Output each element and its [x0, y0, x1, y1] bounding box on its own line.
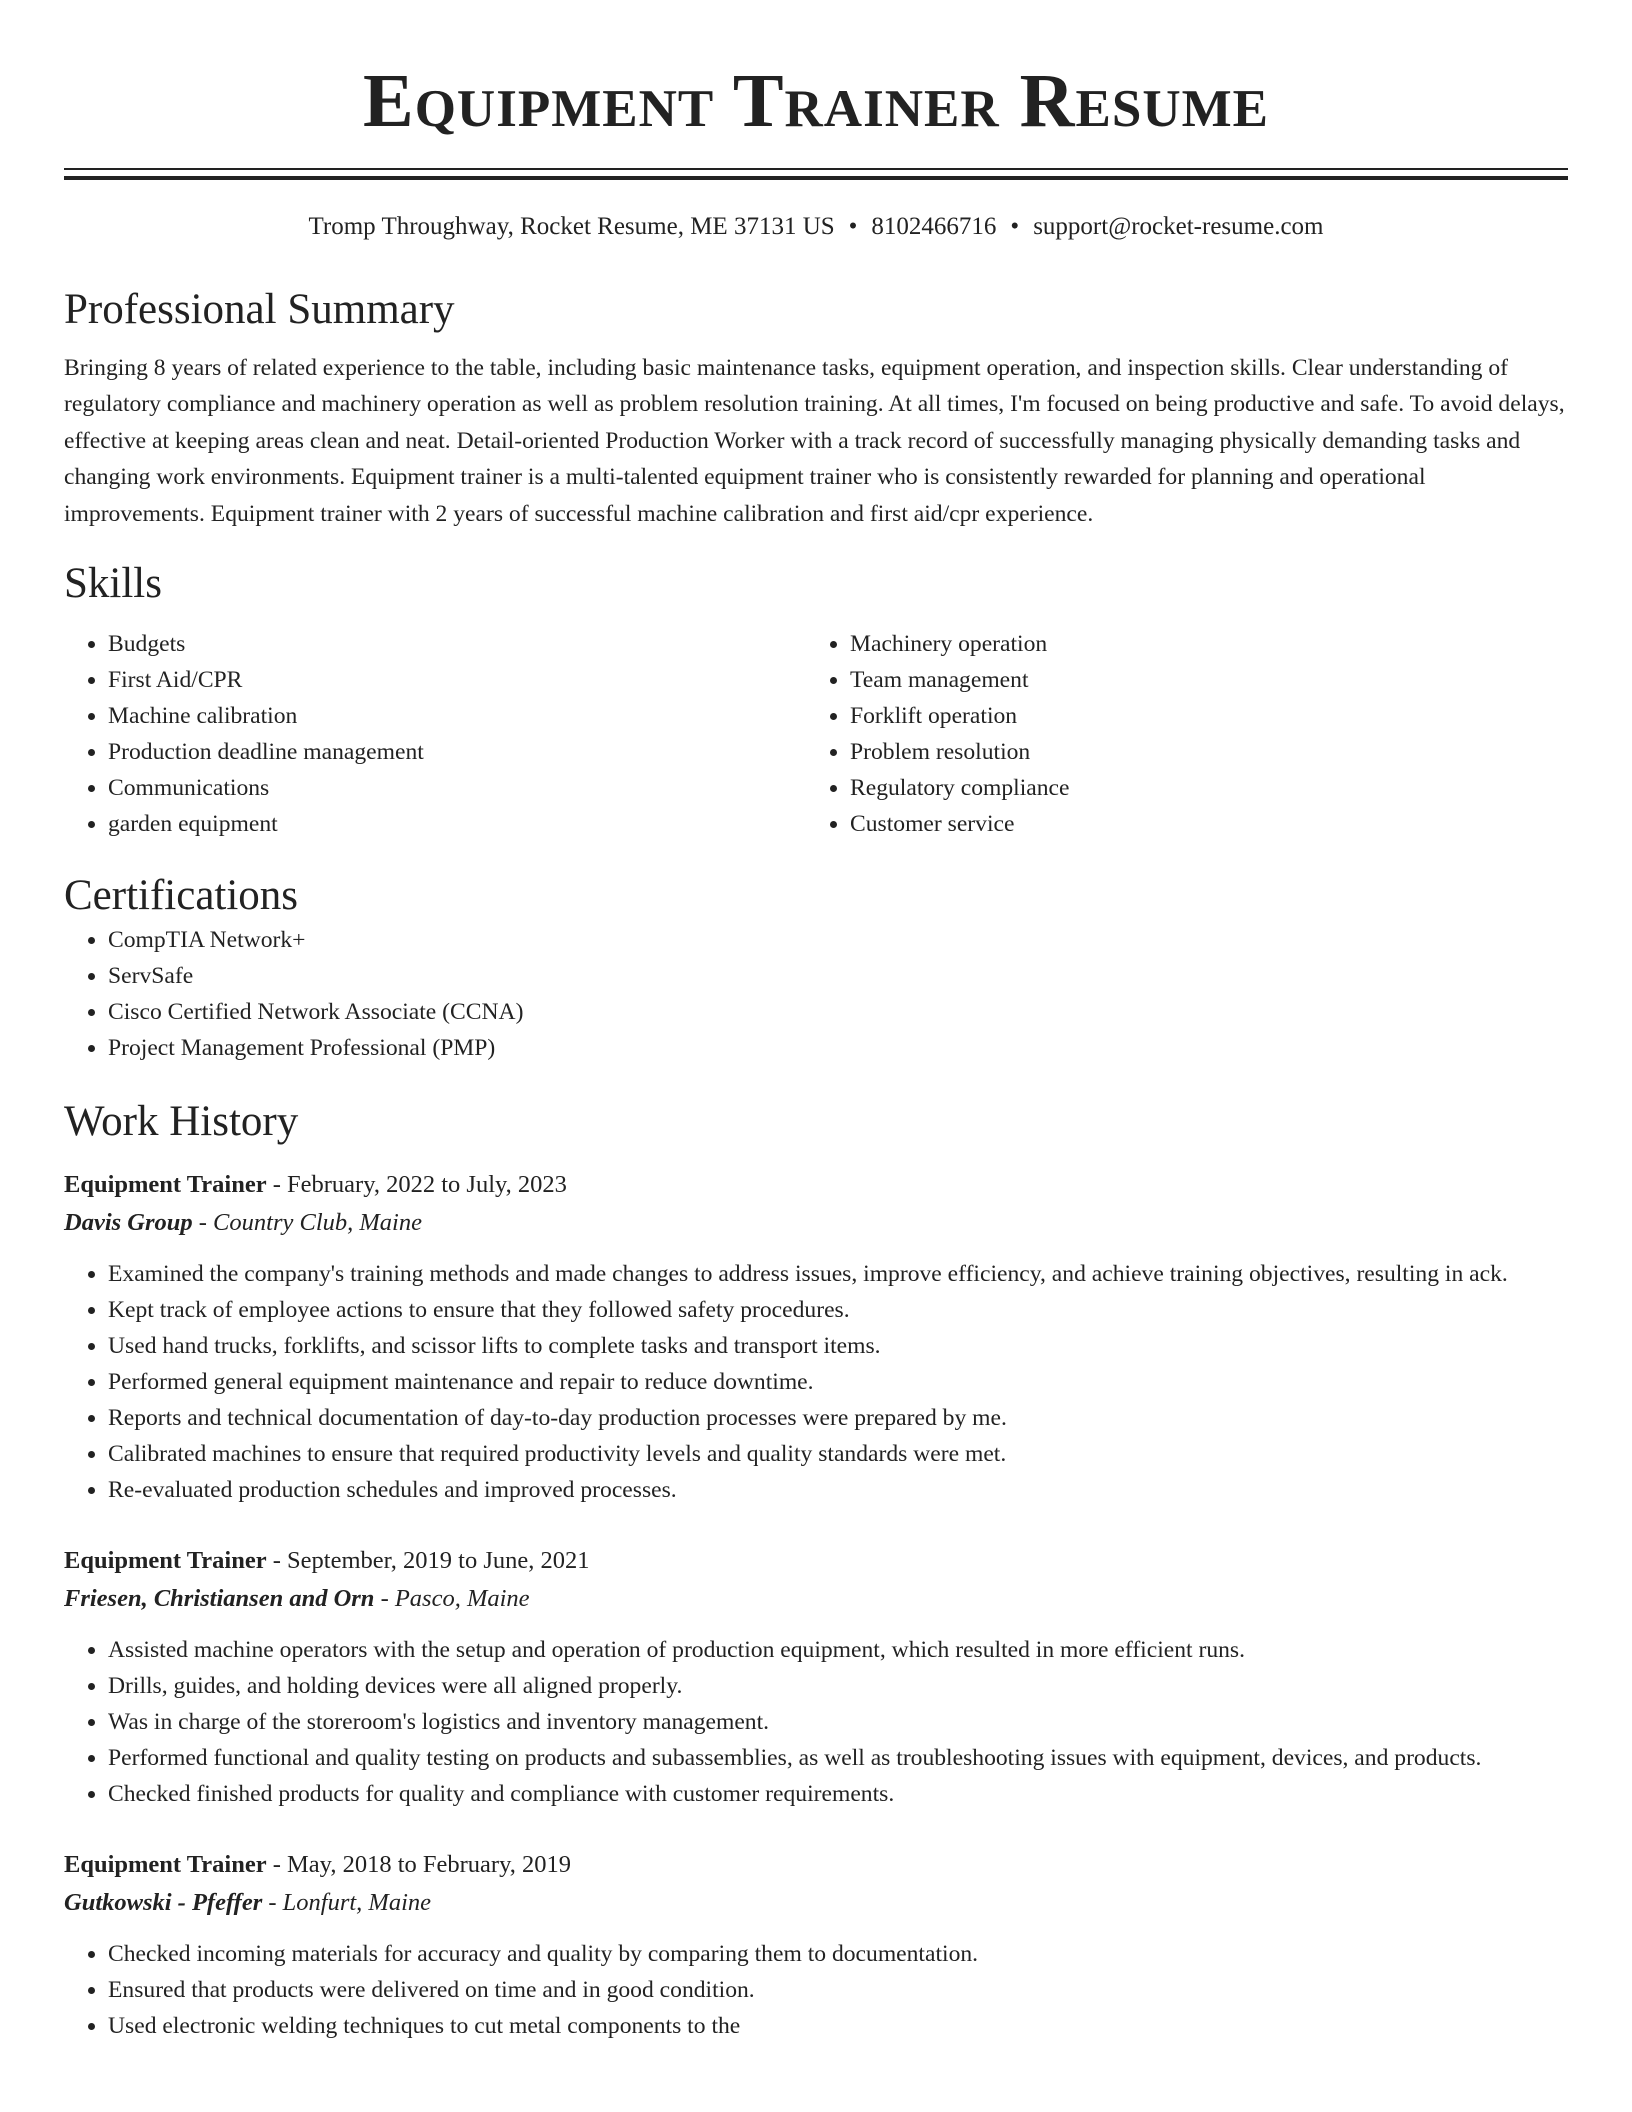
summary-heading: Professional Summary [64, 286, 455, 333]
job-bullet: • Performed general equipment maintenance and repair to reduce downtime. [108, 1364, 1568, 1400]
job-bullet: • Used hand trucks, forklifts, and scissor lifts to complete tasks and transport items. [108, 1328, 1568, 1364]
contact-address: Tromp Throughway, Rocket Resume, ME 37131 US [308, 213, 835, 240]
skill-item: • First Aid/CPR [108, 662, 806, 698]
skills-heading: Skills [64, 560, 162, 608]
job-dates: - February, 2022 to July, 2023 [266, 1171, 567, 1199]
skills-grid [64, 626, 1568, 842]
job-entry [64, 1166, 1568, 1508]
skill-item: • Communications [108, 770, 806, 806]
contact-separator: • [848, 213, 858, 240]
skill-item: • Regulatory compliance [850, 770, 1548, 806]
contact-email[interactable]: support@rocket-resume.com [1033, 213, 1324, 240]
skill-item: • Machine calibration [108, 698, 806, 734]
title-rule-thick [64, 176, 1568, 180]
job-bullet: • Ensured that products were delivered on time and in good condition. [108, 1972, 1568, 2008]
skills-list-right [806, 626, 1548, 842]
work-history-heading: Work History [64, 1098, 299, 1146]
job-role: Equipment Trainer [64, 1547, 267, 1575]
skill-item: • Machinery operation [850, 626, 1548, 662]
job-bullet: • Examined the company's training methods and made changes to address issues, improve efficiency, and achieve training objectives, resulting in ack. [108, 1256, 1568, 1292]
skills-column-left [64, 626, 806, 842]
job-bullets [64, 1256, 1568, 1508]
job-title-line [64, 1542, 1568, 1580]
job-company: Friesen, Christiansen and Orn [64, 1585, 375, 1613]
job-company: Davis Group [64, 1209, 193, 1237]
certification-item: • Cisco Certified Network Associate (CCNA) [108, 994, 1568, 1030]
contact-separator: • [1010, 213, 1020, 240]
job-entry [64, 1846, 1568, 2044]
job-company-line [64, 1884, 1568, 1922]
certification-item: • Project Management Professional (PMP) [108, 1030, 1568, 1066]
job-role: Equipment Trainer [64, 1171, 267, 1199]
skills-list-left [64, 626, 806, 842]
skill-item: • Team management [850, 662, 1548, 698]
job-bullet: • Checked incoming materials for accuracy and quality by comparing them to documentation. [108, 1936, 1568, 1972]
job-bullet: • Used electronic welding techniques to cut metal components to the [108, 2008, 1568, 2044]
job-bullet: • Assisted machine operators with the setup and operation of production equipment, which resulted in more efficient runs. [108, 1632, 1568, 1668]
job-role: Equipment Trainer [64, 1851, 267, 1879]
skill-item: • Customer service [850, 806, 1548, 842]
certification-item: • ServSafe [108, 958, 1568, 994]
contact-phone[interactable]: 8102466716 [871, 213, 997, 240]
resume-title: Equipment Trainer Resume [363, 59, 1269, 143]
job-title-line [64, 1166, 1568, 1204]
skill-item: • Production deadline management [108, 734, 806, 770]
skills-column-right [806, 626, 1548, 842]
job-dates: - May, 2018 to February, 2019 [266, 1851, 571, 1879]
job-dates: - September, 2019 to June, 2021 [266, 1547, 590, 1575]
summary-text: Bringing 8 years of related experience to the table, including basic maintenance tasks, equipment operation, and inspection skills. Clear understanding of regulatory compliance and machinery operation as well as problem resolution training. At all times, I'm focused on being productive and safe. To avoid delays, effective at keeping areas clean and neat. Detail-oriented Production Worker with a track record of successfully managing physically demanding tasks and changing work environments. Equipment trainer is a multi-talented equipment trainer who is consistently rewarded for planning and operational improvements. Equipment trainer with 2 years of successful machine calibration and first aid/cpr experience. [64, 355, 1565, 527]
contact-line [64, 210, 1568, 244]
resume-page [64, 0, 1568, 2044]
skill-item: • Problem resolution [850, 734, 1548, 770]
skill-item: • Budgets [108, 626, 806, 662]
job-company-line [64, 1580, 1568, 1618]
job-bullet: • Was in charge of the storeroom's logistics and inventory management. [108, 1704, 1568, 1740]
job-location: - Lonfurt, Maine [262, 1889, 432, 1917]
job-title-line [64, 1846, 1568, 1884]
job-bullet: • Calibrated machines to ensure that required productivity levels and quality standards were met. [108, 1436, 1568, 1472]
job-bullets [64, 1936, 1568, 2044]
job-location: - Pasco, Maine [374, 1585, 530, 1613]
certifications-list [64, 922, 1568, 1066]
job-bullet: • Checked finished products for quality and compliance with customer requirements. [108, 1776, 1568, 1812]
job-bullet: • Performed functional and quality testing on products and subassemblies, as well as troubleshooting issues with equipment, devices, and products. [108, 1740, 1568, 1776]
job-bullet: • Drills, guides, and holding devices were all aligned properly. [108, 1668, 1568, 1704]
job-bullet: • Reports and technical documentation of day-to-day production processes were prepared by me. [108, 1400, 1568, 1436]
job-bullets [64, 1632, 1568, 1812]
job-entry [64, 1542, 1568, 1812]
job-location: - Country Club, Maine [192, 1209, 422, 1237]
job-bullet: • Re-evaluated production schedules and improved processes. [108, 1472, 1568, 1508]
job-company: Gutkowski - Pfeffer [64, 1889, 263, 1917]
certifications-heading: Certifications [64, 872, 299, 920]
job-company-line [64, 1204, 1568, 1242]
job-bullet: • Kept track of employee actions to ensure that they followed safety procedures. [108, 1292, 1568, 1328]
title-rule-thin [64, 168, 1568, 170]
certification-item: • CompTIA Network+ [108, 922, 1568, 958]
skill-item: • garden equipment [108, 806, 806, 842]
skill-item: • Forklift operation [850, 698, 1548, 734]
